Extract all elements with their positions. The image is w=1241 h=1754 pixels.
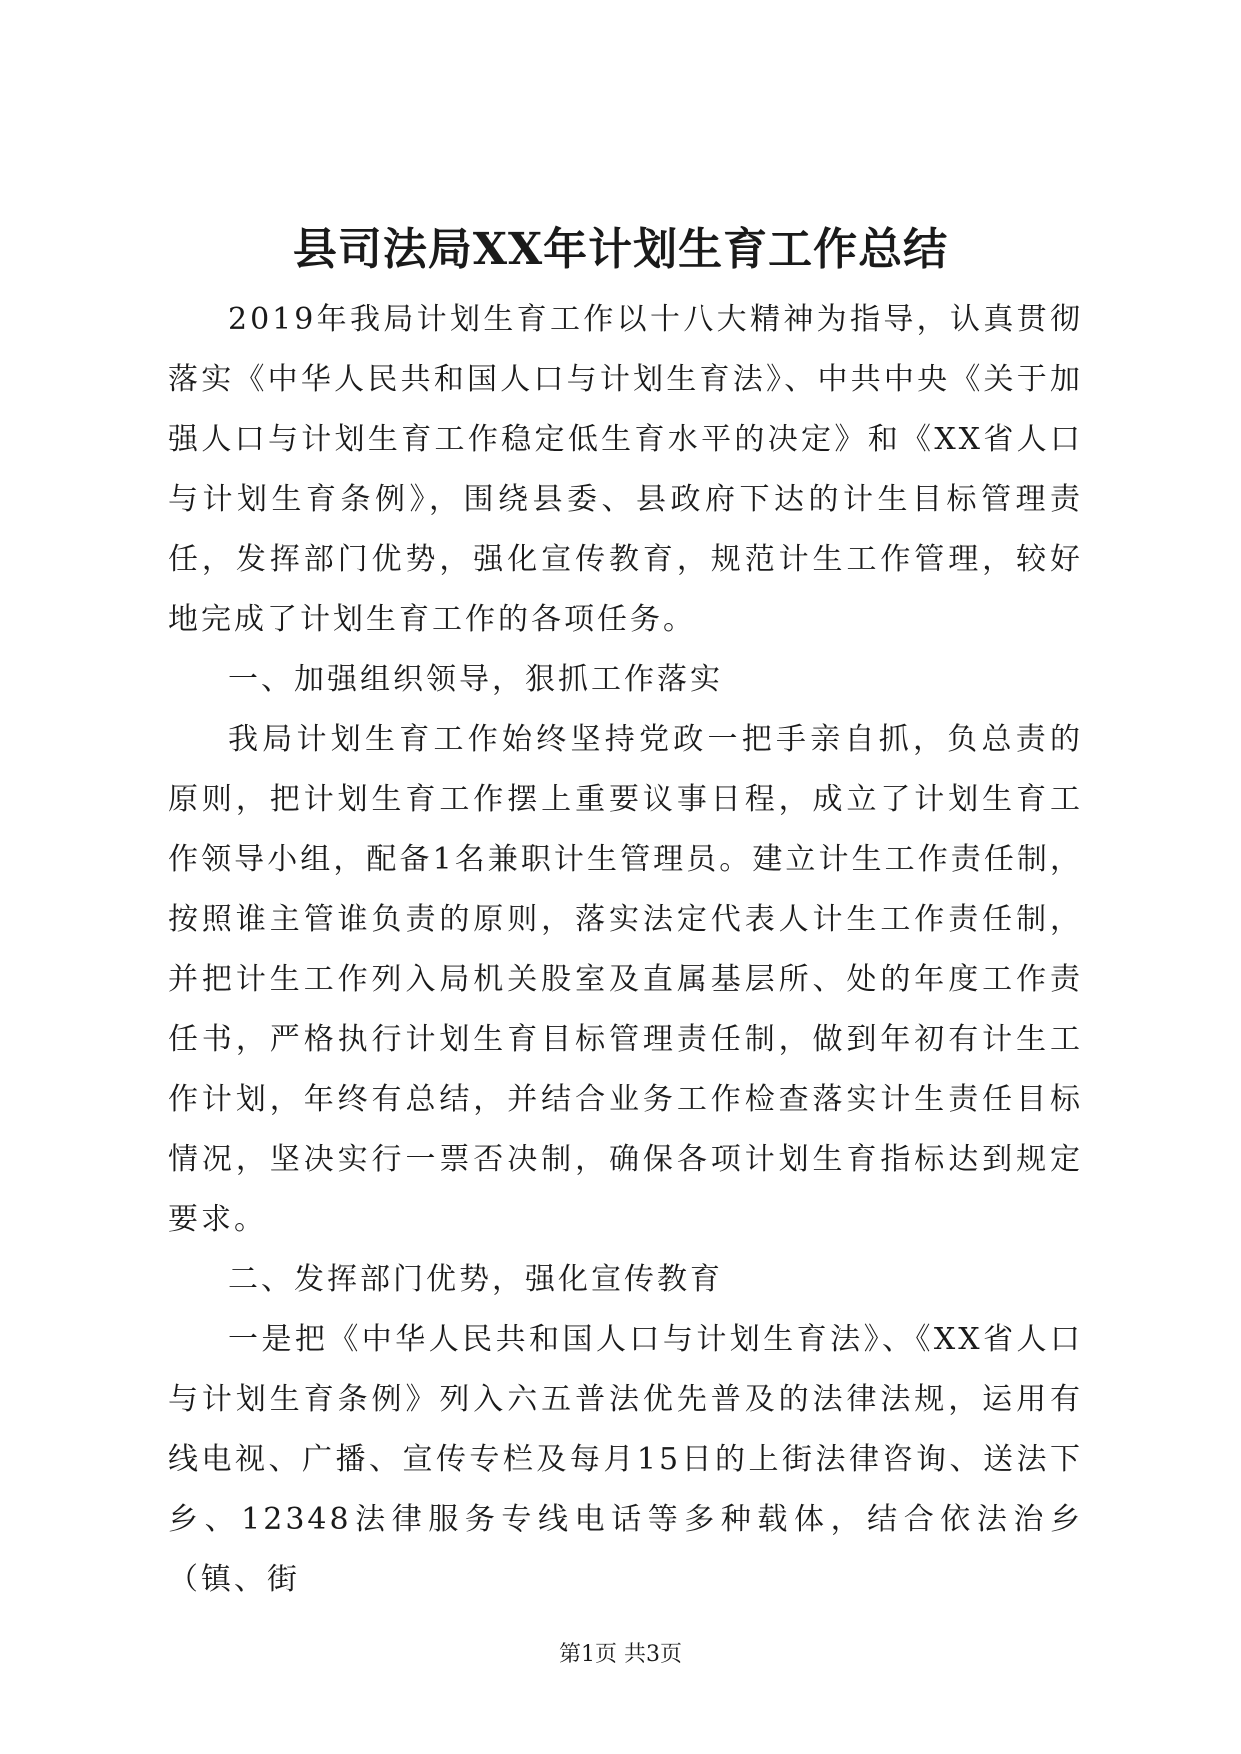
section-heading-2: 二、发挥部门优势，强化宣传教育	[228, 1262, 723, 1297]
document-title: 县司法局XX年计划生育工作总结	[292, 224, 949, 275]
paragraph-section-1: 我局计划生育工作始终坚持党政一把手亲自抓，负总责的原则，把计划生育工作摆上重要议事日程，成立了计划生育工作领导小组，配备1名兼职计生管理员。建立计生工作责任制，按照谁主管谁负责的原则，落实法定代表人计生工作责任制，并把计生工作列入局机关股室及直属基层所、处的年度工作责任书，严格执行计划生育目标管理责任制，做到年初有计生工作计划，年终有总结，并结合业务工作检查落实计生责任目标情况，坚决实行一票否决制，确保各项计划生育指标达到规定要求。	[168, 722, 1083, 1237]
paragraph-section-2: 一是把《中华人民共和国人口与计划生育法》、《XX省人口与计划生育条例》列入六五普法优先普及的法律法规，运用有线电视、广播、宣传专栏及每月15日的上街法律咨询、送法下乡、12348法律服务专线电话等多种载体，结合依法治乡（镇、街	[168, 1322, 1083, 1597]
page-footer: 第1页 共3页	[559, 1642, 682, 1667]
section-heading-1: 一、加强组织领导，狠抓工作落实	[228, 662, 723, 697]
document-body	[168, 290, 1083, 1610]
paragraph-intro: 2019年我局计划生育工作以十八大精神为指导，认真贯彻落实《中华人民共和国人口与计划生育法》、中共中央《关于加强人口与计划生育工作稳定低生育水平的决定》和《XX省人口与计划生育条例》，围绕县委、县政府下达的计生目标管理责任，发挥部门优势，强化宣传教育，规范计生工作管理，较好地完成了计划生育工作的各项任务。	[168, 302, 1083, 637]
